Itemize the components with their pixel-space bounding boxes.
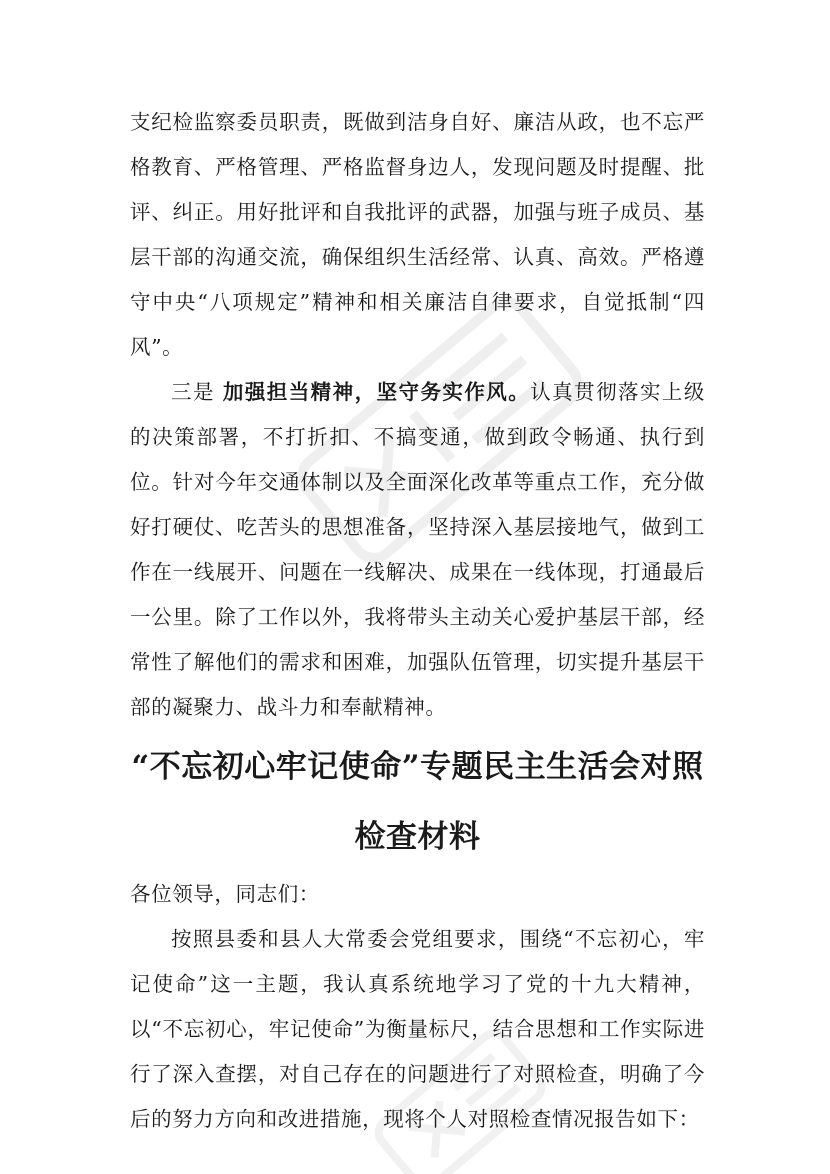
greeting: 各位领导，同志们： xyxy=(130,882,320,906)
document-title-line1: “不忘初心牢记使命”专题民主生活会对照 xyxy=(131,749,704,785)
paragraph-intro: 按照县委和县人大常委会党组要求，围绕“不忘初心，牢记使命”这一主题，我认真系统地学习了党的十九大精神，以“不忘初心，牢记使命”为衡量标尺，结合思想和工作实际进行了深入查摆，对自己存在的问题进行了对照检查，明确了今后的努力方向和改进措施，现将个人对照检查情况报告如下： xyxy=(130,927,705,1131)
paragraph-continued: 支纪检监察委员职责，既做到洁身自好、廉洁从政，也不忘严格教育、严格管理、严格监督身边人，发现问题及时提醒、批评、纠正。用好批评和自我批评的武器，加强与班子成员、基层干部的沟通交流，确保组织生活经常、认真、高效。严格遵守中央“八项规定”精神和相关廉洁自律要求，自觉抵制“四风”。 xyxy=(130,110,705,359)
point-three-label: 三是 xyxy=(171,380,215,404)
point-three-text: 认真贯彻落实上级的决策部署，不打折扣、不搞变通，做到政令畅通、执行到位。针对今年交通体制以及全面深化改革等重点工作，充分做好打硬仗、吃苦头的思想准备，坚持深入基层接地气，做到工作在一线展开、问题在一线解决、成果在一线体现，打通最后一公里。除了工作以外，我将带头主动关心爱护基层干部，经常性了解他们的需求和困难，加强队伍管理，切实提升基层干部的凝聚力、战斗力和奉献精神。 xyxy=(130,380,705,719)
document-body xyxy=(130,100,705,1142)
paragraph-point-three xyxy=(130,370,705,730)
document-title-line2: 检查材料 xyxy=(354,819,481,855)
point-three-heading: 加强担当精神，坚守务实作风。 xyxy=(222,380,531,404)
